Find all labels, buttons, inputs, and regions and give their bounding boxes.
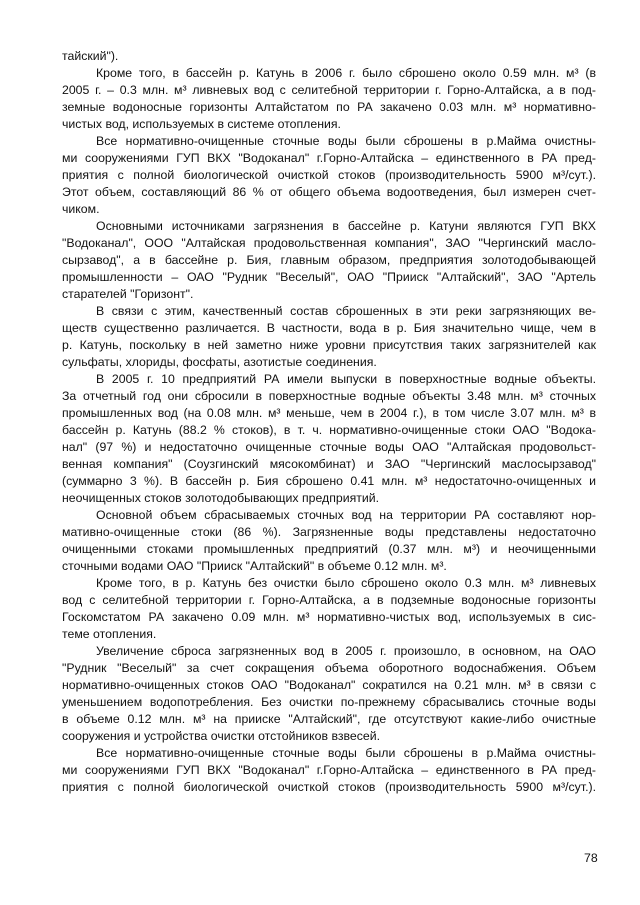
text-line: земные водоносные горизонты Алтайстатом по РА закачено 0.03 млн. м³ нормативно- bbox=[62, 100, 596, 114]
text-line: Основной объем сбрасываемых сточных вод на территории РА составляют нор- bbox=[96, 508, 596, 522]
text-line: Все нормативно-очищенные сточные воды были сброшены в р.Майма очистны- bbox=[96, 134, 596, 148]
text-line: ми сооружениями ГУП ВКХ "Водоканал" г.Горно-Алтайска – единственного в РА пред- bbox=[62, 763, 596, 777]
text-line: За отчетный год они сбросили в поверхностные водные объекты 3.48 млн. м³ сточных bbox=[62, 389, 596, 403]
text-line: Увеличение сброса загрязненных вод в 2005 г. произошло, в основном, на ОАО bbox=[96, 644, 596, 658]
text-line: р. Катунь, поскольку в ней заметно ниже уровни присутствия таких загрязнителей как bbox=[62, 338, 596, 352]
text-line: Госкомстатом РА закачено 0.09 млн. м³ нормативно-чистых вод, используемых в сис- bbox=[62, 610, 596, 624]
text-line: чистых вод, используемых в системе отопления. bbox=[62, 117, 341, 131]
text-line: старателей "Горизонт". bbox=[62, 287, 194, 301]
text-line: венная компания" (Соузгинский мясокомбинат) и ЗАО "Чергинский маслосырзавод" bbox=[62, 457, 596, 471]
text-line: В связи с этим, качественный состав сброшенных в эти реки загрязняющих ве- bbox=[96, 304, 596, 318]
text-line: в объеме 0.12 млн. м³ на прииске "Алтайский", где отсутствуют какие-либо очистные bbox=[62, 712, 596, 726]
text-line: приятия с полной биологической очисткой стоков (производительность 5900 м³/сут.). bbox=[62, 168, 596, 182]
text-line: Все нормативно-очищенные сточные воды были сброшены в р.Майма очистны- bbox=[96, 746, 596, 760]
text-line: чиком. bbox=[62, 202, 100, 216]
text-line: ми сооружениями ГУП ВКХ "Водоканал" г.Горно-Алтайска – единственного в РА пред- bbox=[62, 151, 596, 165]
text-line: мативно-очищенные стоки (86 %). Загрязненные воды представлены недостаточно bbox=[62, 525, 596, 539]
page-number: 78 bbox=[584, 851, 598, 865]
text-line: тайский"). bbox=[62, 49, 119, 63]
text-line: сырзавод", а в бассейне р. Бия, главным образом, предприятия золотодобывающей bbox=[62, 253, 596, 267]
text-line: неочищенных стоков золотодобывающих предприятий. bbox=[62, 491, 380, 505]
text-line: нал" (97 %) и недостаточно очищенные сточные воды ОАО "Алтайская продовольст- bbox=[62, 440, 596, 454]
text-line: промышленных вод (на 0.08 млн. м³ меньше, чем в 2004 г.), в том числе 3.07 млн. м³ в bbox=[62, 406, 596, 420]
text-line: В 2005 г. 10 предприятий РА имели выпуски в поверхностные водные объекты. bbox=[96, 372, 596, 386]
text-line: 2005 г. – 0.3 млн. м³ ливневых вод с селитебной территории г. Горно-Алтайска, а в под- bbox=[62, 83, 596, 97]
text-line: вод с селитебной территории г. Горно-Алтайска, а в подземные водоносные горизонты bbox=[62, 593, 596, 607]
text-line: нормативно-очищенных стоков ОАО "Водоканал" сократился на 0.21 млн. м³ в связи с bbox=[62, 678, 596, 692]
text-line: "Рудник "Веселый" за счет сокращения объема оборотного водоснабжения. Объем bbox=[62, 661, 596, 675]
text-line: сооружения и устройства очистки отстойников взвесей. bbox=[62, 729, 381, 743]
text-line: Основными источниками загрязнения в бассейне р. Катуни являются ГУП ВКХ bbox=[96, 219, 596, 233]
text-line: Этот объем, составляющий 86 % от общего объема водоотведения, был измерен счет- bbox=[62, 185, 596, 199]
document-body bbox=[62, 48, 596, 796]
text-line: очищенными стоками промышленных предприятий (0.37 млн. м³) и неочищенными bbox=[62, 542, 596, 556]
text-line: ществ существенно различается. В частности, вода в р. Бия значительно чище, чем в bbox=[62, 321, 596, 335]
text-line: сточными водами ОАО "Прииск "Алтайский" в объеме 0.12 млн. м³. bbox=[62, 559, 447, 573]
text-line: уменьшением водопотребления. Без очистки по-прежнему сбрасывались сточные воды bbox=[62, 695, 596, 709]
text-line: приятия с полной биологической очисткой стоков (производительность 5900 м³/сут.). bbox=[62, 780, 596, 794]
text-line: сульфаты, хлориды, фосфаты, азотистые соединения. bbox=[62, 355, 377, 369]
text-line: теме отопления. bbox=[62, 627, 157, 641]
text-line: Кроме того, в р. Катунь без очистки было сброшено около 0.3 млн. м³ ливневых bbox=[96, 576, 596, 590]
text-line: промышленности – ОАО "Рудник "Веселый", ОАО "Прииск "Алтайский", ЗАО "Артель bbox=[62, 270, 596, 284]
text-line: Кроме того, в бассейн р. Катунь в 2006 г. было сброшено около 0.59 млн. м³ (в bbox=[96, 66, 596, 80]
text-line: (суммарно 3 %). В бассейн р. Бия сброшено 0.41 млн. м³ недостаточно-очищенных и bbox=[62, 474, 596, 488]
text-line: "Водоканал", ООО "Алтайская продовольственная компания", ЗАО "Чергинский масло- bbox=[62, 236, 596, 250]
text-line: бассейн р. Катунь (88.2 % стоков), в т. ч. нормативно-очищенные стоки ОАО "Водока- bbox=[62, 423, 596, 437]
